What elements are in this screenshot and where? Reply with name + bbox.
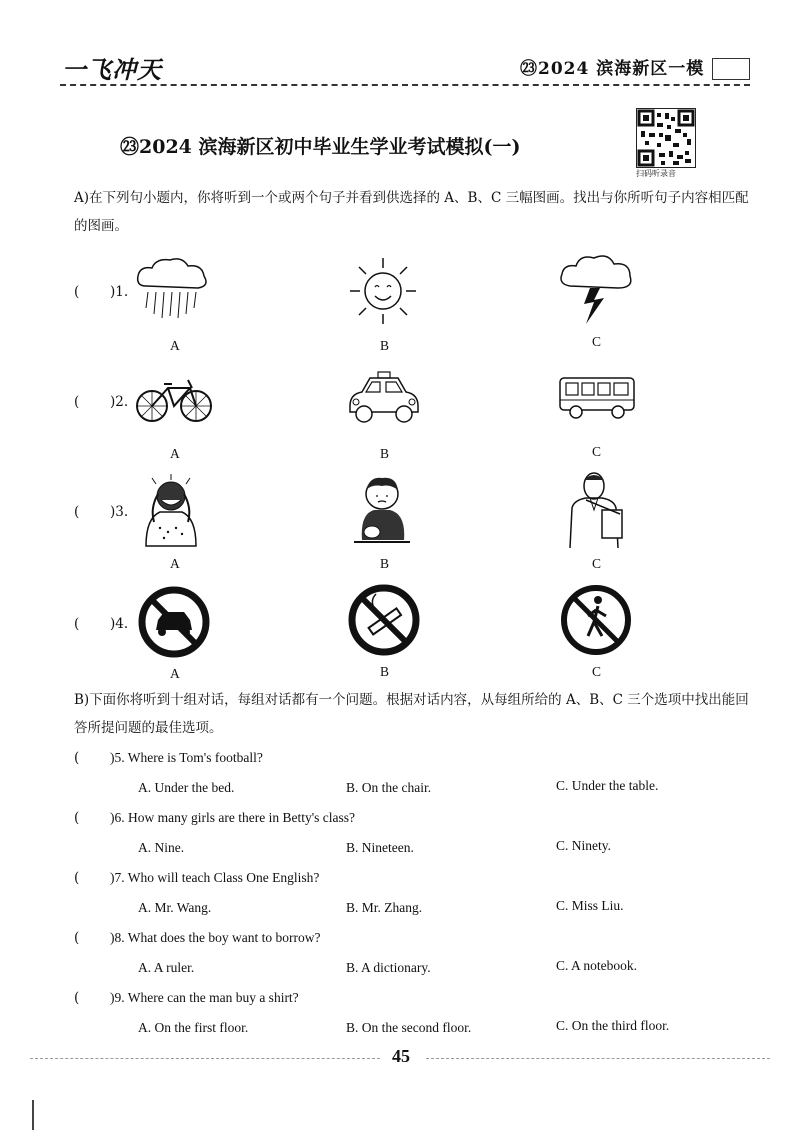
page-number: 45 [392,1046,410,1066]
answer-paren-8[interactable]: ( [74,930,80,946]
answer-paren-9[interactable]: ( [74,990,80,1006]
q9-option-b[interactable]: B. On the second floor. [346,1020,472,1035]
qr-caption: 扫码听录音 [636,169,676,178]
option-label-2a: A [170,446,180,461]
answer-paren-1[interactable]: ( [74,284,80,300]
q9-option-c[interactable]: C. On the third floor. [556,1018,670,1033]
header-rule [60,84,750,86]
option-label-4b: B [380,664,390,679]
q5-option-a[interactable]: A. Under the bed. [138,780,235,795]
q9-option-a[interactable]: A. On the first floor. [138,1020,249,1035]
brand-logo: 一飞冲天 [62,56,162,84]
answer-paren-2[interactable]: ( [74,394,80,410]
car-icon [344,370,422,430]
option-label-1c: C [592,334,602,349]
section-b-instruction: B)下面你将听到十组对话，每组对话都有一个问题。根据对话内容，从每组所给的 A、B、C 三个选项中找出能回答所提问题的最佳选项。 [74,692,749,736]
rain-cloud-icon [132,256,212,326]
corner-badge [712,58,750,80]
q6-option-b[interactable]: B. Nineteen. [346,840,414,855]
option-label-4a: A [170,666,180,681]
option-label-2c: C [592,444,602,459]
binder-mark [32,1100,34,1130]
no-walking-sign-icon [558,582,634,662]
footer-rule-left [30,1058,380,1059]
question-8: )8. What does the boy want to borrow? [110,930,321,945]
question-9: )9. Where can the man buy a shirt? [110,990,299,1005]
q5-option-c[interactable]: C. Under the table. [556,778,659,793]
question-7: )7. Who will teach Class One English? [110,870,320,885]
question-number-3: )3. [110,504,129,520]
no-smoking-sign-icon [346,582,422,662]
bus-icon [558,374,636,424]
option-label-4c: C [592,664,602,679]
q6-option-a[interactable]: A. Nine. [138,840,185,855]
footer-rule-right [426,1058,770,1059]
q7-option-a[interactable]: A. Mr. Wang. [138,900,212,915]
q6-option-c[interactable]: C. Ninety. [556,838,611,853]
answer-paren-6[interactable]: ( [74,810,80,826]
answer-paren-4[interactable]: ( [74,616,80,632]
section-a-instruction: A)在下列句小题内，你将听到一个或两个句子并看到供选择的 A、B、C 三幅图画。找出与你所听句子内容相匹配的图画。 [74,190,749,234]
bicycle-icon [134,374,214,428]
question-6: )6. How many girls are there in Betty's class? [110,810,355,825]
headache-girl-icon [136,472,206,552]
q5-option-b[interactable]: B. On the chair. [346,780,432,795]
broken-arm-man-icon [564,470,630,554]
hurt-knee-boy-icon [350,474,414,550]
no-cars-sign-icon [136,584,212,664]
answer-paren-5[interactable]: ( [74,750,80,766]
page-title: ㉓2024 滨海新区初中毕业生学业考试模拟(一) [120,136,521,158]
q7-option-c[interactable]: C. Miss Liu. [556,898,624,913]
smiling-sun-icon [346,254,420,332]
question-number-1: )1. [110,284,129,300]
option-label-3c: C [592,556,602,571]
option-label-1b: B [380,338,390,353]
qr-code[interactable] [636,108,696,168]
option-label-2b: B [380,446,390,461]
thunder-cloud-icon [556,252,636,332]
question-5: )5. Where is Tom's football? [110,750,263,765]
option-label-3a: A [170,556,180,571]
exam-tag: ㉓2024 滨海新区一模 [520,59,705,79]
q8-option-a[interactable]: A. A ruler. [138,960,195,975]
q8-option-c[interactable]: C. A notebook. [556,958,638,973]
option-label-3b: B [380,556,390,571]
answer-paren-7[interactable]: ( [74,870,80,886]
option-label-1a: A [170,338,180,353]
q8-option-b[interactable]: B. A dictionary. [346,960,431,975]
answer-paren-3[interactable]: ( [74,504,80,520]
q7-option-b[interactable]: B. Mr. Zhang. [346,900,423,915]
question-number-4: )4. [110,616,129,632]
question-number-2: )2. [110,394,129,410]
